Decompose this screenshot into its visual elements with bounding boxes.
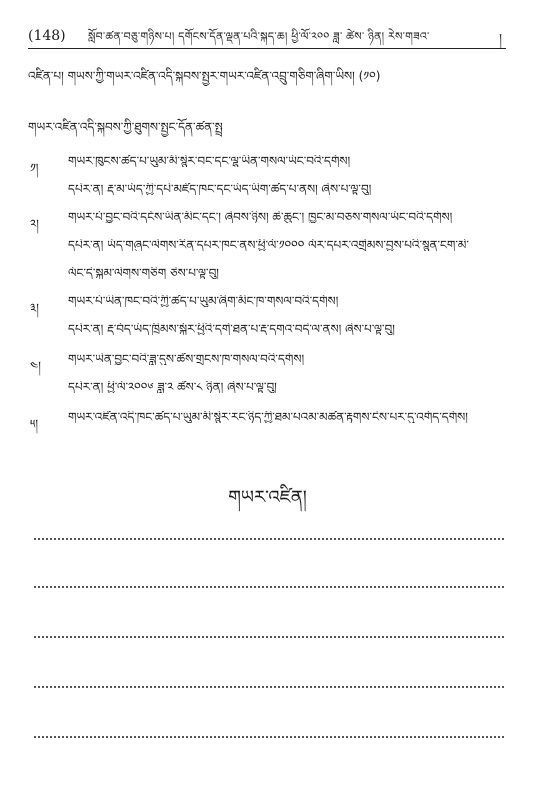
item-line: གཡར་པོ་བྱུང་བའི་དངོས་ཡིན་མིང་དང་། ཞེབས་ཉིས། ཆེ་ཆུང་། ཁྱུང་མ་བཅས་གསལ་ཡོང་བའི་དགོས། (68, 211, 453, 223)
instruction-text: འཛིན་པ། གཡས་ཀྱི་གཡར་འཛིན་འདི་སྐབས་སྤྱར་གཡར་འཛིན་འབྲུ་གཅིག་ཞིག་ཡིས། (༡༠) (28, 69, 381, 83)
header-mark: ། (499, 32, 502, 47)
writing-line (34, 736, 504, 738)
item-number: ༢། (30, 217, 39, 231)
writing-line (34, 538, 504, 540)
item-example-line: དཔེར་ན། རྡ་བོད་ཡོད་ཁྲིམས་སྐོར་ཕྱིའི་དགེ་ཐན་པ་རྡ་དགའ་བདེ་ལ་ནས། ཞེས་པ་ལྟ་བུ། (68, 323, 395, 335)
writing-line (34, 586, 504, 588)
page-header (28, 22, 506, 49)
item-number: ༣། (30, 301, 39, 315)
item-number: ༤། (30, 359, 41, 373)
item-line: གཡར་ཁུངས་ཚད་པ་ཡུམ་མི་སྙེར་བང་དང་ལྷ་ཡིན་གསལ་ཡོང་བའི་དགོས། (68, 155, 351, 167)
subheading: གཡར་འཛིན་འདི་སྐབས་ཀྱི་ཐུགས་སྤྱང་དོན་ཚན་སྤྲ (28, 120, 223, 134)
writing-line (34, 686, 504, 688)
page-number: (148) (28, 28, 66, 44)
item-line: གཡར་འཛིན་འདི་ཁང་ཚད་པ་ཡུམ་མི་སྙེར་རང་ཉིད་ཀྱི་ཐམ་པའམ་མཚན་རྟགས་ངེས་པར་དུ་འགོད་དགོས། (68, 411, 468, 423)
item-example-line: དཔེར་ན། ཡོད་གཞུང་ལེགས་རིན་དཔར་ཁང་ནས་ཕྱི་ལོ་༡༠༠༠ ལོར་དཔར་འགྲེམས་བྱས་པའི་སྙན་ངག་མེ་ (68, 239, 469, 251)
item-example-line: ལོང་དེ་སྐུམ་ལེགས་གཅིག ཅེས་པ་ལྟ་བུ། (68, 267, 219, 279)
item-number: ༡། (30, 161, 39, 175)
item-line: གཡར་ཡེན་བྱུང་བའི་ཟླ་དུས་ཚེས་གྲངས་ཁ་གསལ་བའི་དགོས། (68, 353, 305, 365)
section-title: གཡར་འཛིན། (228, 487, 307, 508)
running-head: སློབ་ཚན་བཅུ་གཉིས་པ། དགོངས་དོན་ལྡན་པའི་སྐད་ཆ། ཕྱི་ལོ་༢༠༠ ཟླ་ ཚེས་ ཉིན། རེས་གཟའ་ (88, 30, 430, 43)
writing-line (34, 636, 504, 638)
item-number: ༥། (30, 417, 39, 431)
item-example-line: དཔེར་ན། ཕྱི་ལོ་༢༠༠༦ ཟླ་༢ ཚེས་༨ ཉིན། ཞེས་པ་ལྟ་བུ། (68, 381, 277, 393)
item-line: གཡར་པོ་ཡིན་ཁང་བའི་ཀྱི་ཚད་པ་ཡུམ་ཞིག་མིང་ཁ་གསལ་བའི་དགོས། (68, 295, 339, 307)
item-example-line: དཔེར་ན། རྡ་མ་ཡོད་ཀྱི་དཔེ་མཛོད་ཁང་དང་ཡོད་ཡིག་ཚད་པ་ནས། ཞེས་པ་ལྟ་བུ། (68, 183, 372, 195)
